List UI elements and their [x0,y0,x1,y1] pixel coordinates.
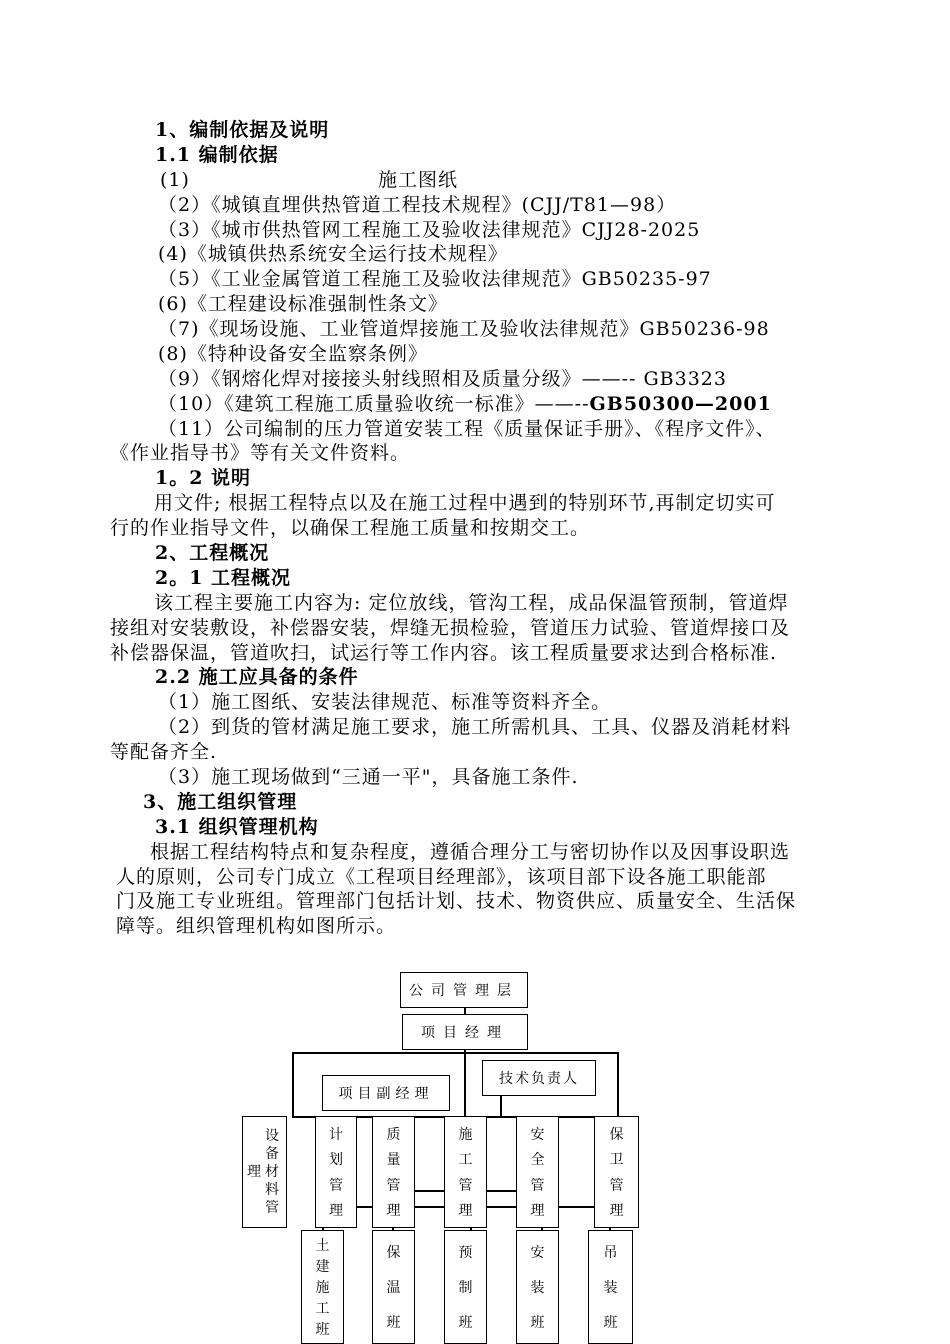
condition-1: （1）施工图纸、安装法律规范、标准等资料齐全。 [158,691,612,713]
team-prefab-char: 预 [458,1245,473,1262]
team-prefabrication [444,1230,487,1344]
item-8: (8)《特种设备安全监察条例》 [158,343,428,365]
dept-equipment-char: 备 [265,1146,279,1162]
dept-construction-char: 工 [458,1152,473,1169]
condition-2-line-1: （2）到货的管材满足施工要求，施工所需机具、工具、仪器及消耗材料 [158,716,792,738]
para-3-1-line-4: 障等。组织管理机构如图所示。 [116,915,397,937]
dept-equipment-char: 料 [265,1182,279,1198]
team-prefab-char: 制 [458,1279,473,1296]
dept-construction-char: 施 [458,1126,473,1143]
org-box-technical-lead: 技术负责人 [482,1060,596,1096]
connector-pm-down [464,1048,466,1116]
team-hoist-char: 班 [603,1314,618,1331]
team-civil-char: 建 [315,1259,330,1276]
dept-quality [372,1116,415,1228]
condition-3: （3）施工现场做到“三通一平"，具备施工条件. [158,766,579,788]
item-3: （3）《城市供热管网工程施工及验收法律规范》CJJ28-2025 [158,219,701,241]
dept-security-char: 理 [609,1203,624,1220]
item-11-line-1: （11）公司编制的压力管道安装工程《质量保证手册》、《程序文件》、 [158,418,776,440]
connector-tech-drop [500,1096,502,1118]
dept-safety [516,1116,559,1228]
section-2-heading: 2、工程概况 [155,542,270,564]
item-9: （9）《钢熔化焊对接接头射线照相及质量分级》——-- GB3323 [158,368,727,390]
dept-safety-char: 理 [530,1203,545,1220]
team-civil-char: 工 [315,1300,330,1317]
item-10-code: GB50300—2001 [589,393,772,415]
dept-security-char: 管 [609,1177,624,1194]
dept-construction-char: 管 [458,1177,473,1194]
dept-safety-char: 安 [530,1126,545,1143]
team-install-char: 班 [530,1314,545,1331]
item-10 [158,392,772,416]
section-3-1-heading: 3.1 组织管理机构 [155,816,319,838]
section-1-2-heading: 1。2 说明 [155,467,252,489]
team-insulation-char: 温 [386,1279,401,1296]
team-install-char: 安 [530,1245,545,1262]
item-11-line-2: 《作业指导书》等有关文件资料。 [110,442,411,464]
dept-security-char: 卫 [609,1152,624,1169]
team-civil-char: 施 [315,1279,330,1296]
section-1-1-heading: 1.1 编制依据 [155,144,279,166]
dept-planning-char: 计 [329,1126,343,1143]
dept-safety-char: 管 [530,1177,545,1194]
team-installation [516,1230,559,1344]
dept-equipment-side-char: 理 [247,1164,261,1180]
item-10-title: （10）《建筑工程施工质量验收统一标准》——-- [158,393,590,415]
dept-equipment-material [242,1116,287,1228]
dept-planning-char: 管 [329,1177,343,1194]
org-box-company-management: 公司管理层 [400,972,528,1008]
para-1-2-line-1: 用文件; 根据工程特点以及在施工过程中遇到的特别环节,再制定切实可 [154,492,776,514]
item-1-text: 施工图纸 [378,169,459,191]
connector-right-drop [617,1052,619,1116]
section-2-2-heading: 2.2 施工应具备的条件 [155,666,359,688]
connector-horizontal-upper [292,1052,618,1054]
dept-planning-char: 划 [329,1152,343,1169]
item-4: (4)《城镇供热系统安全运行技术规程》 [158,243,508,265]
para-2-1-line-3: 补偿器保温，管道吹扫，试运行等工作内容。该工程质量要求达到合格标准. [110,642,778,664]
para-3-1-line-1: 根据工程结构特点和复杂程度，遵循合理分工与密切协作以及因事设职选 [150,841,791,863]
dept-security-char: 保 [609,1126,624,1143]
org-box-deputy-manager: 项目副经理 [322,1075,450,1111]
dept-safety-char: 全 [530,1152,545,1169]
section-2-1-heading: 2。1 工程概况 [155,567,292,589]
item-1-number: (1) [160,169,190,191]
org-box-project-manager: 项目经理 [402,1014,528,1050]
para-3-1-line-2: 人的原则，公司专门成立《工程项目经理部》，该项目部下设各施工职能部 [116,866,767,888]
dept-quality-char: 量 [386,1152,401,1169]
dept-equipment-char: 材 [265,1164,279,1180]
item-5: （5）《工业金属管道工程施工及验收法律规范》GB50235-97 [158,268,712,290]
dept-quality-char: 管 [386,1177,401,1194]
section-1-heading: 1、编制依据及说明 [155,119,330,141]
item-2: （2）《城镇直埋供热管道工程技术规程》(CJJ/T81—98） [158,194,677,216]
team-hoisting [588,1230,633,1344]
para-1-2-line-2: 行的作业指导文件，以确保工程施工质量和按期交工。 [110,517,591,539]
dept-construction-char: 理 [458,1203,473,1220]
para-2-1-line-1: 该工程主要施工内容为: 定位放线，管沟工程，成品保温管预制，管道焊 [154,592,789,614]
team-civil-char: 土 [315,1238,330,1255]
para-3-1-line-3: 门及施工专业班组。管理部门包括计划、技术、物资供应、质量安全、生活保 [116,890,797,912]
team-insulation-char: 班 [386,1314,401,1331]
section-3-heading: 3、施工组织管理 [143,791,298,813]
item-6: (6)《工程建设标准强制性条文》 [158,293,448,315]
team-prefab-char: 班 [458,1314,473,1331]
dept-security [594,1116,639,1228]
team-hoist-char: 吊 [603,1245,618,1262]
item-7: （7)《现场设施、工业管道焊接施工及验收法律规范》GB50236-98 [158,318,770,340]
condition-2-line-2: 等配备齐全. [110,741,218,763]
connector-left-drop [292,1052,294,1118]
team-install-char: 装 [530,1279,545,1296]
dept-quality-char: 质 [386,1126,401,1143]
team-civil-construction [301,1230,344,1344]
dept-equipment-char: 设 [265,1128,279,1144]
dept-equipment-char: 管 [265,1200,279,1216]
para-2-1-line-2: 接组对安装敷设，补偿器安装，焊缝无损检验，管道压力试验、管道焊接口及 [110,617,791,639]
team-hoist-char: 装 [603,1279,618,1296]
dept-construction [444,1116,487,1228]
team-insulation [372,1230,415,1344]
dept-planning-char: 理 [329,1203,343,1220]
dept-quality-char: 理 [386,1203,401,1220]
team-insulation-char: 保 [386,1245,401,1262]
dept-planning [315,1116,357,1228]
team-civil-char: 班 [315,1321,330,1338]
